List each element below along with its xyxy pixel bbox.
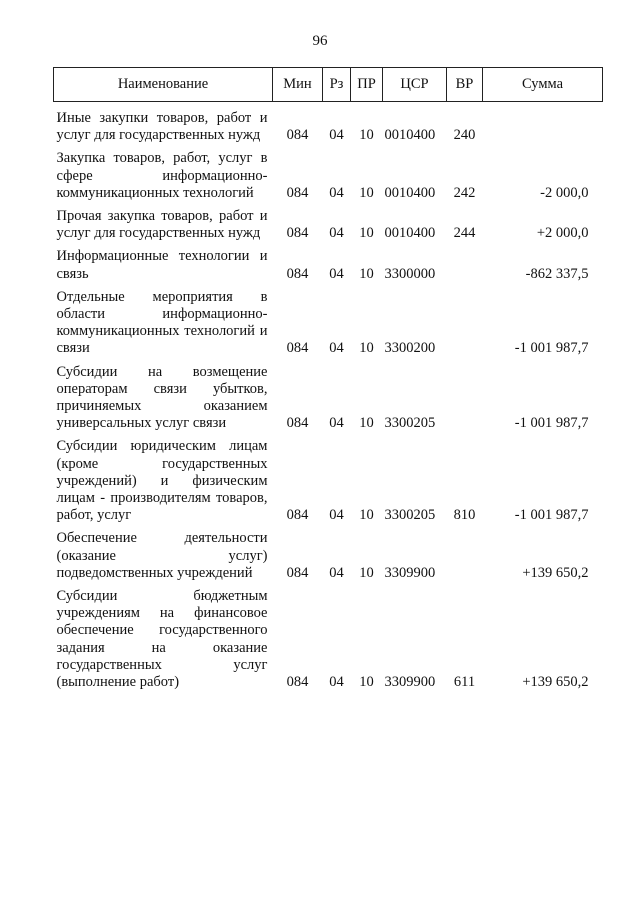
row-min: 084 <box>286 225 309 242</box>
row-sum: -862 337,5 <box>525 265 589 282</box>
row-name: Отдельные мероприятия в области информационно-коммуникационных технологий и связи <box>56 288 268 357</box>
row-name: Субсидии юридическим лицам (кроме государственных учреждений) и физическим лицам - производителям товаров, работ, услуг <box>56 438 268 524</box>
row-min: 084 <box>286 184 309 201</box>
row-min: 084 <box>286 340 309 357</box>
header-csr: ЦСР <box>383 68 447 102</box>
header-name: Наименование <box>54 68 273 102</box>
row-pr: 10 <box>359 564 374 581</box>
row-sum: -1 001 987,7 <box>514 340 589 357</box>
row-vr: 240 <box>453 127 476 144</box>
row-pr: 10 <box>359 184 374 201</box>
row-min: 084 <box>286 507 309 524</box>
row-min: 084 <box>286 265 309 282</box>
row-pr: 10 <box>359 340 374 357</box>
row-sum: -2 000,0 <box>540 184 589 201</box>
row-name: Прочая закупка товаров, работ и услуг для государственных нужд <box>56 208 268 242</box>
row-pr: 10 <box>359 265 374 282</box>
row-name: Информационные технологии и связь <box>56 248 268 282</box>
budget-table <box>53 67 603 697</box>
row-csr: 0010400 <box>384 184 436 201</box>
header-pr: ПР <box>351 68 383 102</box>
row-name: Иные закупки товаров, работ и услуг для государственных нужд <box>56 110 268 144</box>
row-min: 084 <box>286 127 309 144</box>
table-row <box>54 150 603 208</box>
row-csr: 0010400 <box>384 127 436 144</box>
table-row <box>54 588 603 697</box>
row-sum: +139 650,2 <box>522 674 589 691</box>
row-name: Субсидии на возмещение операторам связи убытков, причиняемых оказанием универсальных услуг связи <box>56 363 268 432</box>
table-row <box>54 248 603 288</box>
row-vr <box>447 530 483 588</box>
row-min: 084 <box>286 564 309 581</box>
row-csr: 3300205 <box>384 507 436 524</box>
table-row <box>54 438 603 530</box>
row-sum: +2 000,0 <box>536 225 589 242</box>
row-sum <box>483 110 603 150</box>
page-number: 96 <box>312 33 328 49</box>
header-sum: Сумма <box>483 68 603 102</box>
row-csr: 3300205 <box>384 415 436 432</box>
row-csr: 0010400 <box>384 225 436 242</box>
row-vr: 242 <box>453 184 476 201</box>
row-vr: 611 <box>453 674 476 691</box>
table-row <box>54 289 603 364</box>
row-csr: 3309900 <box>384 564 436 581</box>
row-rz: 04 <box>329 340 344 357</box>
row-vr: 810 <box>453 507 476 524</box>
table-row <box>54 364 603 439</box>
header-rz: Рз <box>323 68 351 102</box>
table-row <box>54 208 603 248</box>
row-rz: 04 <box>329 184 344 201</box>
row-pr: 10 <box>359 507 374 524</box>
row-name: Субсидии бюджетным учреждениям на финансовое обеспечение государственного задания на оказание государственных услуг (выполнение работ) <box>56 588 268 691</box>
row-vr: 244 <box>453 225 476 242</box>
row-csr: 3300000 <box>384 265 436 282</box>
row-name: Закупка товаров, работ, услуг в сфере информационно-коммуникационных технологий <box>56 150 268 201</box>
row-vr <box>447 289 483 364</box>
table-row <box>54 110 603 150</box>
row-pr: 10 <box>359 127 374 144</box>
row-rz: 04 <box>329 674 344 691</box>
row-rz: 04 <box>329 127 344 144</box>
header-row <box>54 68 603 102</box>
row-pr: 10 <box>359 225 374 242</box>
row-rz: 04 <box>329 507 344 524</box>
row-pr: 10 <box>359 674 374 691</box>
row-rz: 04 <box>329 564 344 581</box>
header-vr: ВР <box>447 68 483 102</box>
row-csr: 3300200 <box>384 340 436 357</box>
row-name: Обеспечение деятельности (оказание услуг) подведомственных учреждений <box>56 530 268 581</box>
row-vr <box>447 248 483 288</box>
row-pr: 10 <box>359 415 374 432</box>
row-csr: 3309900 <box>384 674 436 691</box>
table-row <box>54 530 603 588</box>
row-vr <box>447 364 483 439</box>
row-sum: +139 650,2 <box>522 564 589 581</box>
row-sum: -1 001 987,7 <box>514 415 589 432</box>
row-rz: 04 <box>329 265 344 282</box>
header-min: Мин <box>273 68 323 102</box>
row-sum: -1 001 987,7 <box>514 507 589 524</box>
row-min: 084 <box>286 674 309 691</box>
row-rz: 04 <box>329 415 344 432</box>
row-rz: 04 <box>329 225 344 242</box>
row-min: 084 <box>286 415 309 432</box>
